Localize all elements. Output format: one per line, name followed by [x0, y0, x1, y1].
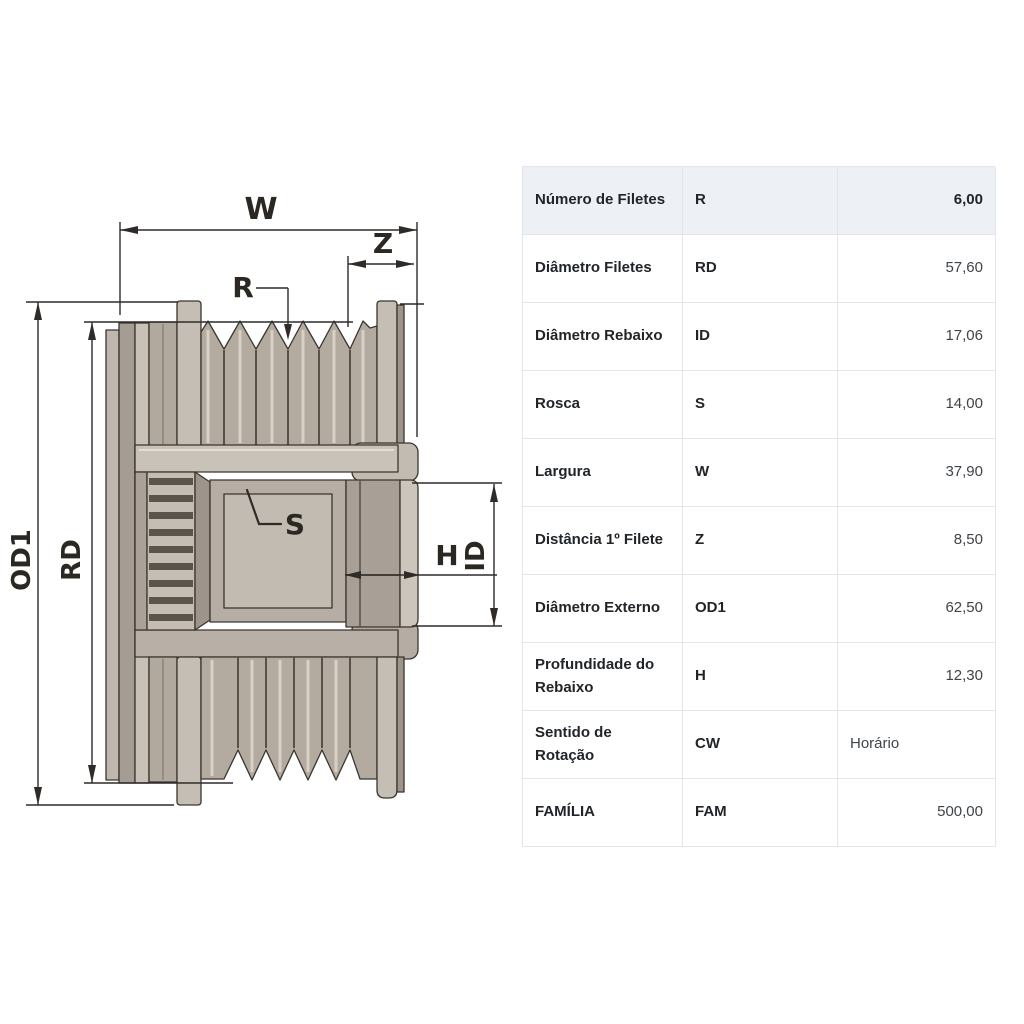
- param-label-cell: Profundidade do Rebaixo: [523, 643, 683, 711]
- table-row: [523, 779, 995, 847]
- table-row: [523, 371, 995, 439]
- param-symbol-cell: S: [683, 371, 838, 439]
- param-value-cell: 37,90: [838, 439, 996, 507]
- param-value-cell: 17,06: [838, 303, 996, 371]
- table-row: [523, 235, 995, 303]
- hub-face-inner: [224, 494, 332, 608]
- param-symbol-cell: Z: [683, 507, 838, 575]
- hub-bottom-plate: [135, 630, 398, 657]
- table-row: [523, 167, 995, 235]
- dim-label-id: ID: [461, 540, 491, 572]
- hub-left-strip: [135, 472, 147, 630]
- pulley-body: [106, 301, 418, 805]
- spec-table: [522, 166, 995, 847]
- param-label-cell: Diâmetro Filetes: [523, 235, 683, 303]
- table-row: [523, 507, 995, 575]
- pulley-flange-strip: [119, 323, 135, 783]
- knurl-ridges: [149, 478, 193, 621]
- dim-label-h: H: [435, 539, 459, 572]
- hub-transition: [195, 472, 210, 630]
- sleeve-face: [400, 480, 418, 627]
- param-label-cell: FAMÍLIA: [523, 779, 683, 847]
- param-value-cell: 6,00: [838, 167, 996, 235]
- param-label-cell: Número de Filetes: [523, 167, 683, 235]
- table-row: [523, 303, 995, 371]
- param-value-cell: 14,00: [838, 371, 996, 439]
- table-row: [523, 575, 995, 643]
- pulley-bottom-right-strip: [397, 657, 404, 792]
- pulley-top-left-block: [177, 301, 201, 447]
- param-label-cell: Diâmetro Externo: [523, 575, 683, 643]
- param-value-cell: 500,00: [838, 779, 996, 847]
- param-label-cell: Distância 1º Filete: [523, 507, 683, 575]
- pulley-top-right-block: [377, 301, 397, 447]
- param-symbol-cell: W: [683, 439, 838, 507]
- param-value-cell: 8,50: [838, 507, 996, 575]
- dim-label-od1: OD1: [7, 529, 37, 591]
- param-symbol-cell: RD: [683, 235, 838, 303]
- param-value-cell: 57,60: [838, 235, 996, 303]
- param-label-cell: Rosca: [523, 371, 683, 439]
- table-row: [523, 711, 995, 779]
- dim-label-rd: RD: [57, 539, 87, 581]
- param-symbol-cell: CW: [683, 711, 838, 779]
- pulley-back-strip: [106, 330, 119, 780]
- param-symbol-cell: OD1: [683, 575, 838, 643]
- param-value-cell: 12,30: [838, 643, 996, 711]
- param-symbol-cell: H: [683, 643, 838, 711]
- param-label-cell: Diâmetro Rebaixo: [523, 303, 683, 371]
- param-symbol-cell: FAM: [683, 779, 838, 847]
- dim-label-z: Z: [372, 227, 394, 260]
- param-label-cell: Largura: [523, 439, 683, 507]
- param-value-cell: Horário: [838, 711, 996, 779]
- table-row: [523, 643, 995, 711]
- pulley-bottom-right-block: [377, 657, 397, 798]
- sleeve-side: [346, 480, 400, 627]
- param-symbol-cell: ID: [683, 303, 838, 371]
- dim-label-w: W: [244, 192, 278, 227]
- param-label-cell: Sentido de Rotação: [523, 711, 683, 779]
- pulley-top-right-strip: [397, 305, 404, 447]
- dim-label-s: S: [284, 508, 306, 541]
- table-row: [523, 439, 995, 507]
- dim-label-r: R: [232, 271, 254, 304]
- param-symbol-cell: R: [683, 167, 838, 235]
- param-value-cell: 62,50: [838, 575, 996, 643]
